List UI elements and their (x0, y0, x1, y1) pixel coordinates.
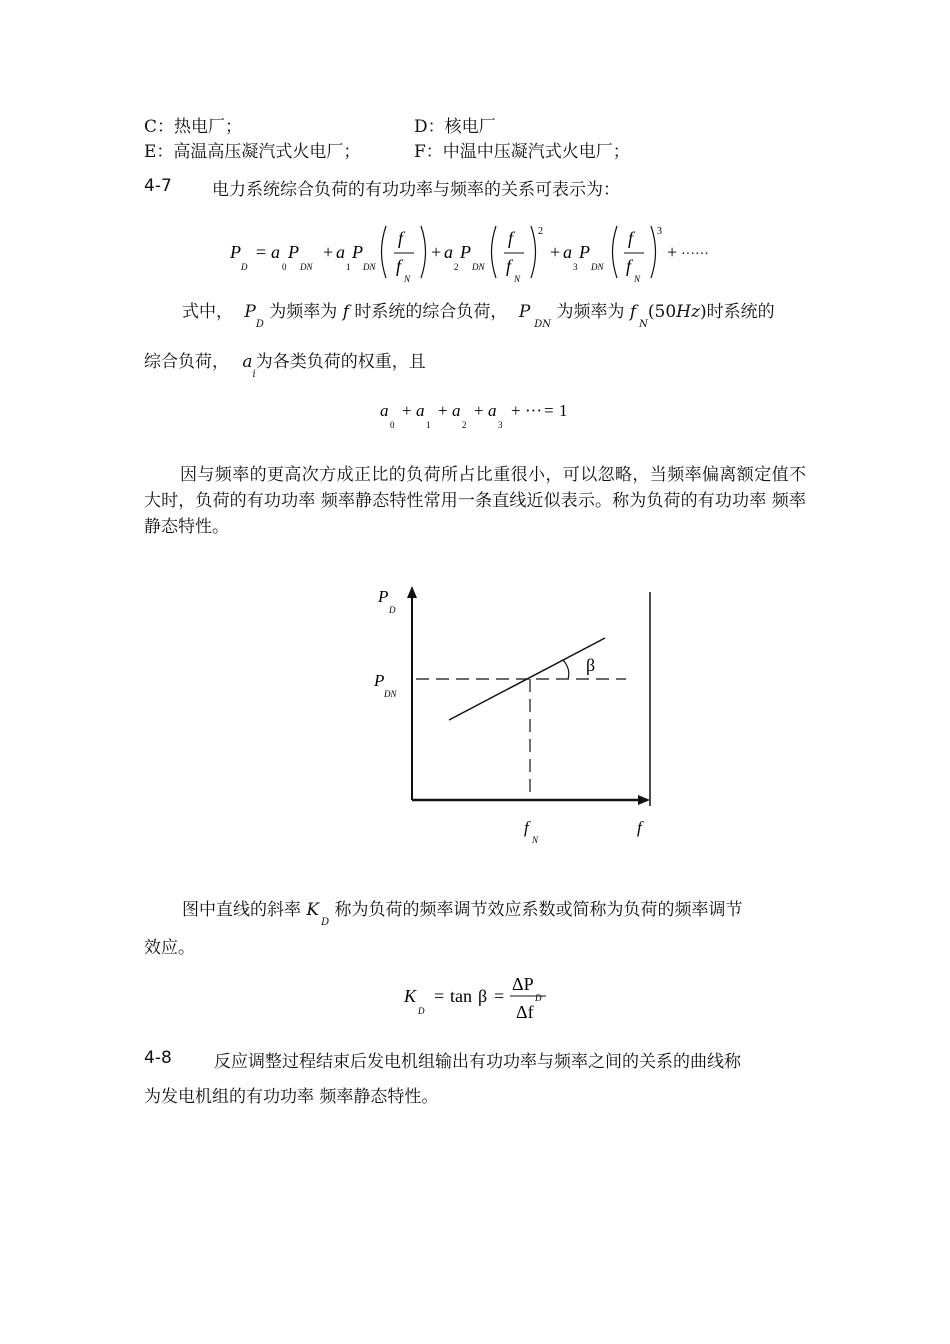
section-4-7-number: 4-7 (144, 176, 172, 196)
symbol-P: P (244, 302, 256, 322)
formula-eq: = (256, 242, 267, 262)
svg-text:D: D (535, 993, 542, 1003)
svg-text:+: + (511, 401, 521, 420)
fn-sub: N (532, 835, 539, 845)
kd-formula (398, 970, 568, 1030)
formula-plus-3: + (550, 242, 561, 262)
paren-close-3 (651, 226, 656, 278)
svg-text:a: a (452, 401, 461, 420)
symbol-sub-i: i (252, 369, 256, 380)
explain-1g: )时系统的 (699, 302, 775, 322)
explain-1c: 时系统的综合负荷， (354, 302, 508, 322)
frac2-num: f (508, 228, 514, 248)
formula-sub-1: 1 (346, 262, 351, 272)
x-axis-arrow-icon (638, 795, 650, 805)
svg-text:β: β (478, 986, 488, 1006)
y-axis-sub: D (389, 605, 396, 615)
option-d: D：核电厂 (414, 117, 496, 137)
section-4-7-title: 电力系统综合负荷的有功功率与频率的关系可表示为： (212, 180, 620, 200)
symbol-K: K (306, 900, 320, 920)
svg-text:1: 1 (426, 420, 431, 430)
paren-close-1 (421, 226, 426, 278)
formula-plus-2: + (431, 242, 442, 262)
section-4-8-line-1: 反应调整过程结束后发电机组输出有功功率与频率之间的关系的曲线称 (214, 1052, 741, 1072)
pdn-label: P (374, 671, 385, 690)
svg-text:ΔP: ΔP (512, 974, 534, 994)
explain-2b: 为各类负荷的权重，且 (255, 352, 426, 372)
x-axis-label: f (637, 818, 642, 837)
option-c: C：热电厂； (144, 117, 243, 137)
svg-text:2: 2 (462, 420, 467, 430)
formula-plus-4: + (667, 242, 678, 262)
symbol-a: a (242, 352, 253, 372)
frac1-den-sub: N (404, 274, 411, 284)
weights-sum-formula (376, 396, 586, 432)
frac2-den: f (506, 256, 512, 276)
svg-text:1: 1 (559, 401, 568, 420)
y-axis-label: P (378, 587, 389, 606)
svg-text:a: a (488, 401, 497, 420)
formula-sub-0: 0 (282, 262, 287, 272)
symbol-sub-DN: DN (534, 319, 552, 330)
option-f: F：中温中压凝汽式火电厂； (414, 142, 630, 162)
svg-text:=: = (494, 986, 505, 1006)
section-4-8-line-2: 为发电机组的有功功率 频率静态特性。 (144, 1087, 439, 1107)
formula-sub-DN-2: DN (472, 262, 485, 272)
power-2: 2 (538, 226, 543, 237)
explain-2a: 综合负荷， (144, 352, 229, 372)
frac1-num: f (398, 228, 404, 248)
paren-open-1 (382, 226, 387, 278)
frac3-num: f (628, 228, 634, 248)
symbol-P-dn: P (518, 302, 531, 322)
paren-open-2 (492, 226, 497, 278)
formula-a3: a (563, 242, 572, 262)
svg-text:+: + (474, 401, 484, 420)
svg-text:tan: tan (450, 986, 472, 1006)
explain-line-1 (182, 302, 775, 330)
explain-line-2 (144, 352, 426, 380)
formula-sub-D: D (241, 262, 248, 272)
svg-text:+: + (438, 401, 448, 420)
formula-P-2: P (460, 242, 471, 262)
beta-angle-arc (563, 660, 569, 679)
paren-close-2 (531, 226, 536, 278)
frac1-den: f (396, 256, 402, 276)
pdn-sub: DN (384, 689, 397, 699)
formula-dots: ······ (681, 247, 709, 262)
slope-line-1 (182, 900, 743, 928)
explain-1b: 为频率为 (269, 302, 338, 322)
beta-label: β (586, 655, 596, 675)
load-frequency-formula (220, 220, 740, 290)
formula-P: P (230, 242, 241, 262)
frac3-den-sub: N (634, 274, 641, 284)
power-3: 3 (657, 226, 662, 237)
paragraph-linear-approx: 因与频率的更高次方成正比的负荷所占比重很小，可以忽略，当频率偏离额定值不大时，负荷的有功功率 频率静态特性常用一条直线近似表示。称为负荷的有功功率 频率静态特性。 (144, 465, 806, 537)
explain-1e: (50 (647, 302, 677, 322)
symbol-sub-N: N (639, 319, 648, 330)
formula-P-1: P (352, 242, 363, 262)
symbol-sub-D: D (255, 319, 264, 330)
formula-plus-1: + (323, 242, 334, 262)
svg-text:3: 3 (498, 420, 503, 430)
load-frequency-figure (360, 580, 680, 850)
option-e: E：高温高压凝汽式火电厂； (144, 142, 361, 162)
explain-1d: 为频率为 (556, 302, 625, 322)
y-axis-arrow-icon (407, 586, 417, 598)
svg-text:=: = (434, 986, 445, 1006)
svg-text:a: a (416, 401, 425, 420)
slope-1b: 称为负荷的频率调节效应系数或简称为负荷的频率调节 (334, 900, 743, 920)
section-4-8-number: 4-8 (144, 1048, 172, 1068)
formula-a0: a (271, 242, 280, 262)
formula-P-0: P (288, 242, 299, 262)
explain-1a: 式中， (182, 302, 233, 322)
frac3-den: f (626, 256, 632, 276)
symbol-f-n: f (629, 302, 637, 322)
hz-unit: Hz (676, 302, 700, 322)
fn-label: f (524, 818, 529, 837)
svg-text:K: K (404, 986, 417, 1006)
frac2-den-sub: N (514, 274, 521, 284)
formula-a2: a (444, 242, 453, 262)
paren-open-3 (613, 226, 618, 278)
formula-sub-DN-3: DN (591, 262, 604, 272)
formula-a1: a (336, 242, 345, 262)
svg-text:D: D (418, 1006, 425, 1016)
formula-sub-DN-1: DN (363, 262, 376, 272)
slope-1a: 图中直线的斜率 (182, 900, 301, 920)
svg-text:Δf: Δf (516, 1002, 534, 1022)
formula-sub-2: 2 (454, 262, 459, 272)
symbol-sub-D-k: D (321, 917, 330, 928)
svg-text:=: = (544, 401, 554, 420)
svg-text:0: 0 (390, 420, 395, 430)
svg-text:+: + (402, 401, 412, 420)
slope-line-2: 效应。 (144, 938, 195, 958)
formula-sub-DN-0: DN (300, 262, 313, 272)
formula-sub-3: 3 (573, 262, 578, 272)
svg-text:a: a (380, 401, 389, 420)
symbol-f: f (342, 302, 349, 322)
svg-text:···: ··· (525, 401, 542, 420)
formula-P-3: P (579, 242, 590, 262)
